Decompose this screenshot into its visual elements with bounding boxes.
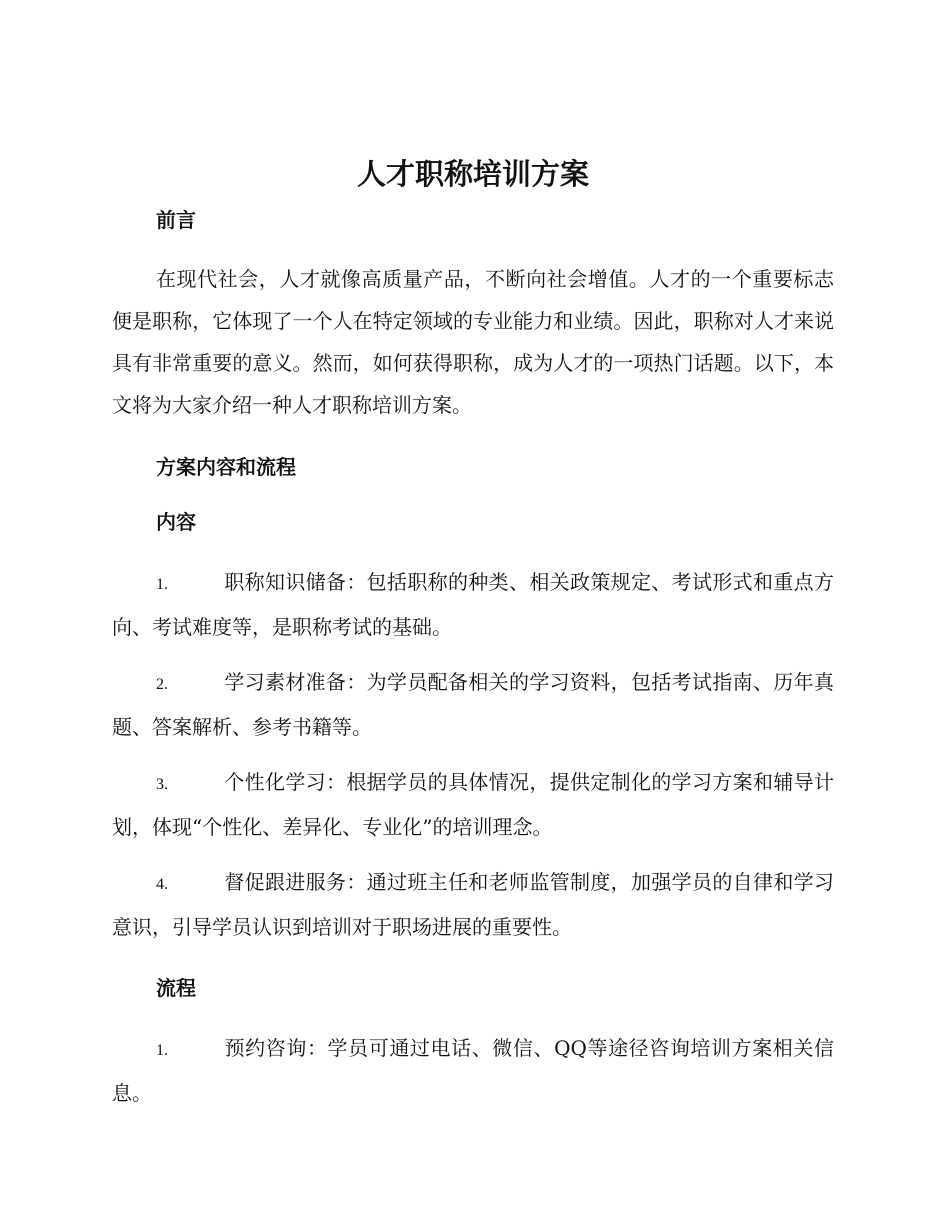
content-list-item [112,561,834,648]
list-item-text: 督促跟进服务：通过班主任和老师监管制度，加强学员的自律和学习意识，引导学员认识到培训对于职场进展的重要性。 [112,870,834,939]
process-heading: 流程 [156,976,196,1000]
list-item-number: 3. [156,776,168,793]
list-item-text: 预约咨询：学员可通过电话、微信、QQ等途径咨询培训方案相关信息。 [112,1036,834,1105]
content-list-item [112,861,834,948]
section-heading: 方案内容和流程 [156,455,296,479]
content-list-item [112,661,834,748]
preface-heading: 前言 [156,208,196,232]
preface-paragraph: 在现代社会，人才就像高质量产品，不断向社会增值。人才的一个重要标志便是职称，它体现了一个人在特定领域的专业能力和业绩。因此，职称对人才来说具有非常重要的意义。然而，如何获得职称，成为人才的一项热门话题。以下，本文将为大家介绍一种人才职称培训方案。 [112,267,834,417]
list-item-number: 1. [156,1042,168,1059]
list-item-number: 4. [156,876,168,893]
document-body [112,146,834,1114]
process-list-item [112,1027,834,1114]
content-heading: 内容 [156,510,196,534]
document-title: 人才职称培训方案 [356,157,589,191]
content-list-item [112,761,834,848]
list-item-number: 1. [156,576,168,593]
list-item-text: 个性化学习：根据学员的具体情况，提供定制化的学习方案和辅导计划，体现“个性化、差异化、专业化”的培训理念。 [112,770,834,839]
list-item-text: 学习素材准备：为学员配备相关的学习资料，包括考试指南、历年真题、答案解析、参考书籍等。 [112,670,834,739]
list-item-number: 2. [156,676,168,693]
list-item-text: 职称知识储备：包括职称的种类、相关政策规定、考试形式和重点方向、考试难度等，是职称考试的基础。 [112,570,834,639]
